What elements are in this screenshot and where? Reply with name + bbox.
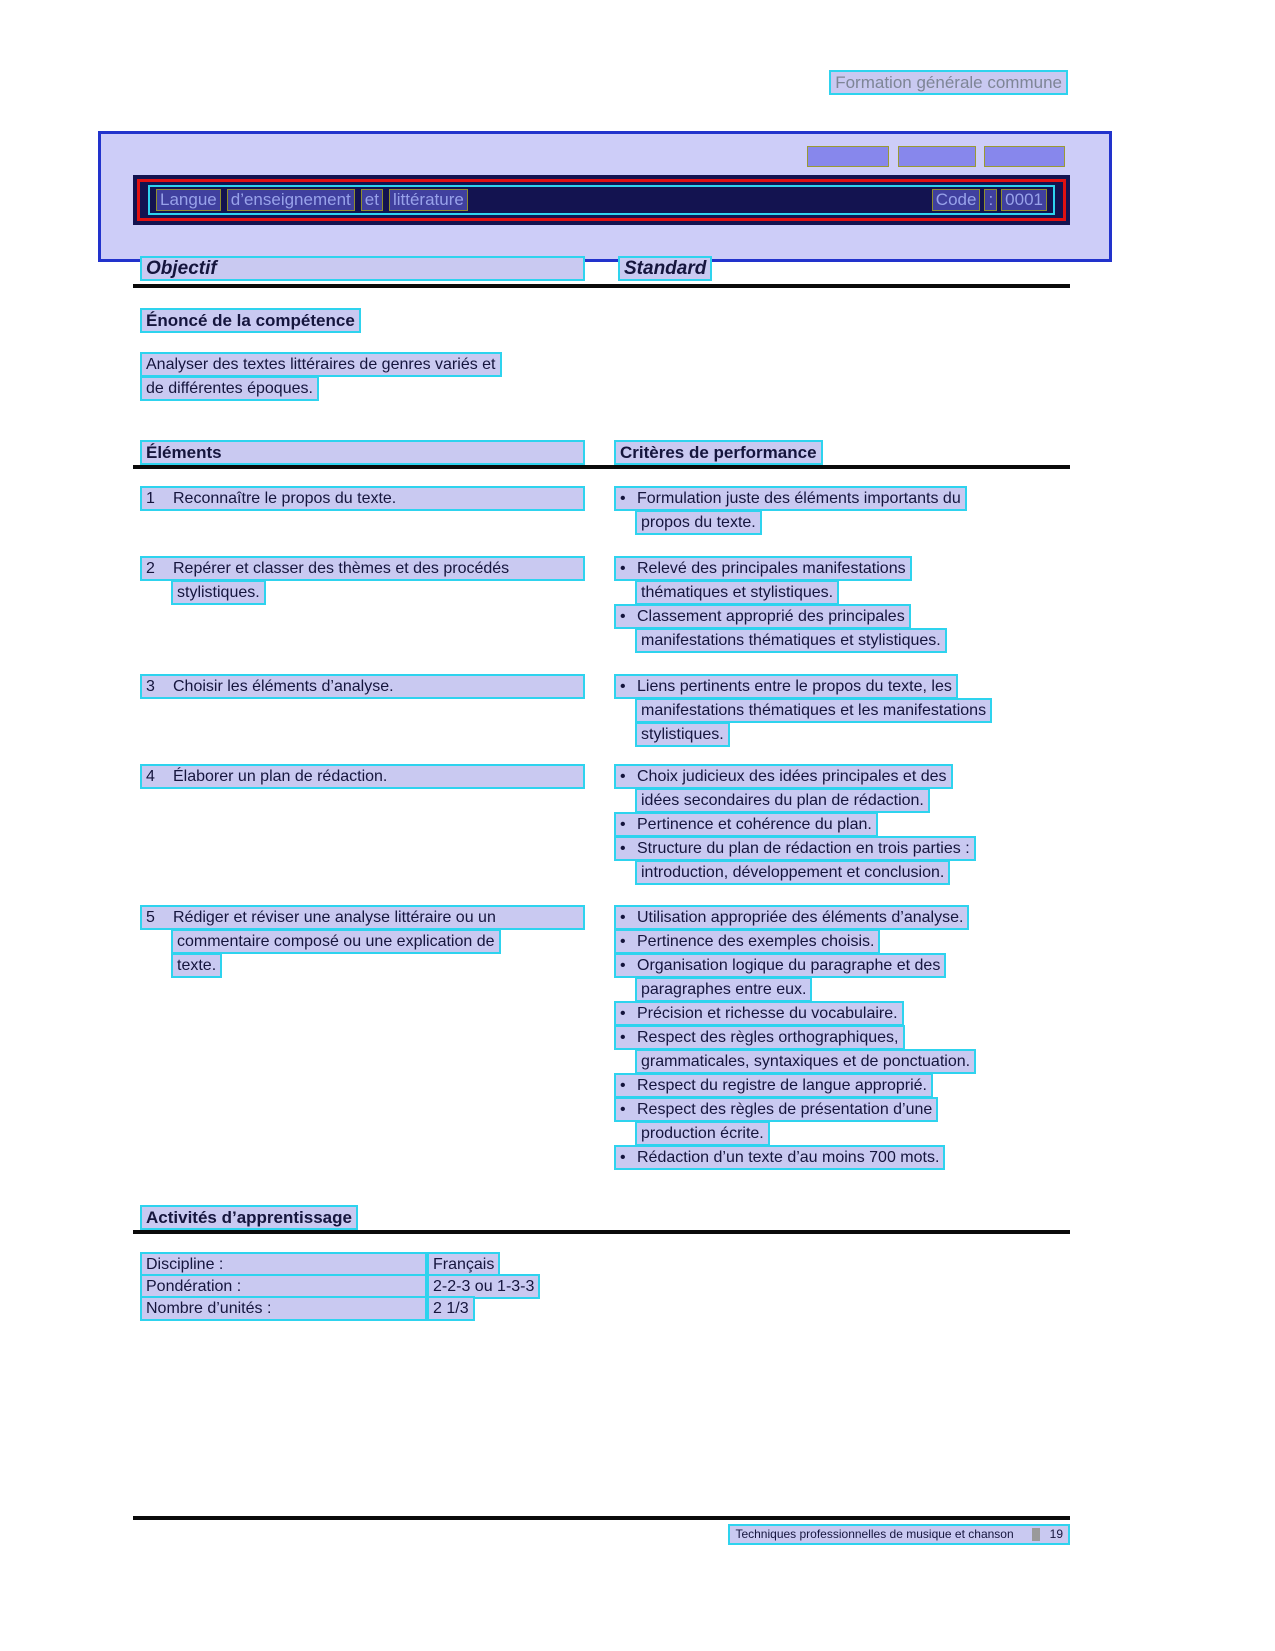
criteria-cell — [614, 764, 1070, 884]
element-line: 1 Reconnaître le propos du texte. — [140, 486, 585, 511]
criterion-line: • Pertinence des exemples choisis. — [614, 929, 880, 954]
element-cell — [140, 764, 585, 788]
title-word: Langue — [156, 189, 221, 211]
title-word: et — [361, 189, 383, 211]
code-separator: : — [984, 189, 997, 211]
criterion-line: propos du texte. — [635, 510, 762, 535]
criteria-cell — [614, 905, 1070, 1169]
element-cell — [140, 674, 585, 698]
standard-header: Standard — [618, 256, 712, 281]
elements-header: Éléments — [140, 440, 585, 465]
info-label: Pondération : — [140, 1274, 427, 1299]
element-line: commentaire composé ou une explication de — [171, 929, 501, 954]
course-title — [156, 189, 474, 211]
title-word: littérature — [389, 189, 468, 211]
top-note — [829, 70, 1068, 95]
criterion-line: paragraphes entre eux. — [635, 977, 812, 1002]
criterion-line: • Classement approprié des principales — [614, 604, 911, 629]
course-title-line — [148, 185, 1055, 215]
course-code — [932, 189, 1047, 211]
element-cell — [140, 486, 585, 510]
element-cell — [140, 905, 585, 977]
criterion-line: • Rédaction d’un texte d’au moins 700 mots. — [614, 1145, 945, 1170]
criterion-line: • Structure du plan de rédaction en trois parties : — [614, 836, 976, 861]
element-line: 5 Rédiger et réviser une analyse littéraire ou un — [140, 905, 585, 930]
element-line: 3 Choisir les éléments d’analyse. — [140, 674, 585, 699]
criterion-line: stylistiques. — [635, 722, 730, 747]
competence-heading: Énoncé de la compétence — [140, 308, 361, 333]
info-value: Français — [427, 1252, 500, 1277]
info-label: Discipline : — [140, 1252, 427, 1277]
course-title-bar-inner — [137, 179, 1066, 221]
course-title-bar — [133, 175, 1070, 225]
text-line: de différentes époques. — [140, 376, 319, 401]
element-cell — [140, 556, 585, 604]
course-header-box — [98, 131, 1112, 262]
criterion-line: grammaticales, syntaxiques et de ponctuation. — [635, 1049, 976, 1074]
criterion-line: introduction, développement et conclusion. — [635, 860, 950, 885]
criterion-line: manifestations thématiques et stylistiques. — [635, 628, 947, 653]
redacted-field — [898, 146, 976, 167]
criterion-line: idées secondaires du plan de rédaction. — [635, 788, 930, 813]
footer-program: Techniques professionnelles de musique et chanson — [735, 1527, 1014, 1541]
footer-divider — [133, 1516, 1070, 1520]
criterion-line: • Respect du registre de langue approprié. — [614, 1073, 933, 1098]
criteres-header: Critères de performance — [614, 440, 823, 465]
redacted-field — [984, 146, 1065, 167]
criterion-line: • Respect des règles orthographiques, — [614, 1025, 905, 1050]
criterion-line: thématiques et stylistiques. — [635, 580, 839, 605]
criterion-line: • Liens pertinents entre le propos du texte, les — [614, 674, 958, 699]
text-line: Analyser des textes littéraires de genres variés et — [140, 352, 502, 377]
divider — [133, 1230, 1070, 1234]
info-value: 2-2-3 ou 1-3-3 — [427, 1274, 540, 1299]
title-word: d’enseignement — [227, 189, 355, 211]
activities-heading: Activités d’apprentissage — [140, 1205, 358, 1230]
redacted-field — [807, 146, 889, 167]
objectif-header: Objectif — [140, 256, 585, 281]
footer-page-number: 19 — [1049, 1527, 1063, 1541]
criterion-line: • Relevé des principales manifestations — [614, 556, 912, 581]
footer-band — [728, 1524, 1070, 1545]
criterion-line: • Précision et richesse du vocabulaire. — [614, 1001, 904, 1026]
element-line: 4 Élaborer un plan de rédaction. — [140, 764, 585, 789]
code-value: 0001 — [1001, 189, 1047, 211]
criterion-line: • Respect des règles de présentation d’une — [614, 1097, 938, 1122]
criteria-cell — [614, 556, 1070, 652]
criterion-line: • Organisation logique du paragraphe et des — [614, 953, 946, 978]
element-line: 2 Repérer et classer des thèmes et des procédés — [140, 556, 585, 581]
competence-text — [140, 352, 502, 400]
info-row — [140, 1296, 540, 1318]
criteria-cell — [614, 674, 1070, 746]
criteria-cell — [614, 486, 1070, 534]
criterion-line: • Formulation juste des éléments importants du — [614, 486, 967, 511]
element-line: texte. — [171, 953, 222, 978]
criterion-line: manifestations thématiques et les manifestations — [635, 698, 992, 723]
info-value: 2 1/3 — [427, 1296, 475, 1321]
divider — [133, 465, 1070, 469]
activities-info — [140, 1252, 540, 1318]
criterion-line: • Choix judicieux des idées principales et des — [614, 764, 953, 789]
page-footer — [728, 1524, 1070, 1545]
criterion-line: • Utilisation appropriée des éléments d’analyse. — [614, 905, 969, 930]
top-note-text: Formation générale commune — [829, 70, 1068, 95]
info-row — [140, 1252, 540, 1274]
info-row — [140, 1274, 540, 1296]
divider — [133, 284, 1070, 288]
footer-separator — [1032, 1528, 1040, 1541]
criterion-line: production écrite. — [635, 1121, 770, 1146]
info-label: Nombre d’unités : — [140, 1296, 427, 1321]
element-line: stylistiques. — [171, 580, 266, 605]
code-label: Code — [932, 189, 981, 211]
criterion-line: • Pertinence et cohérence du plan. — [614, 812, 878, 837]
